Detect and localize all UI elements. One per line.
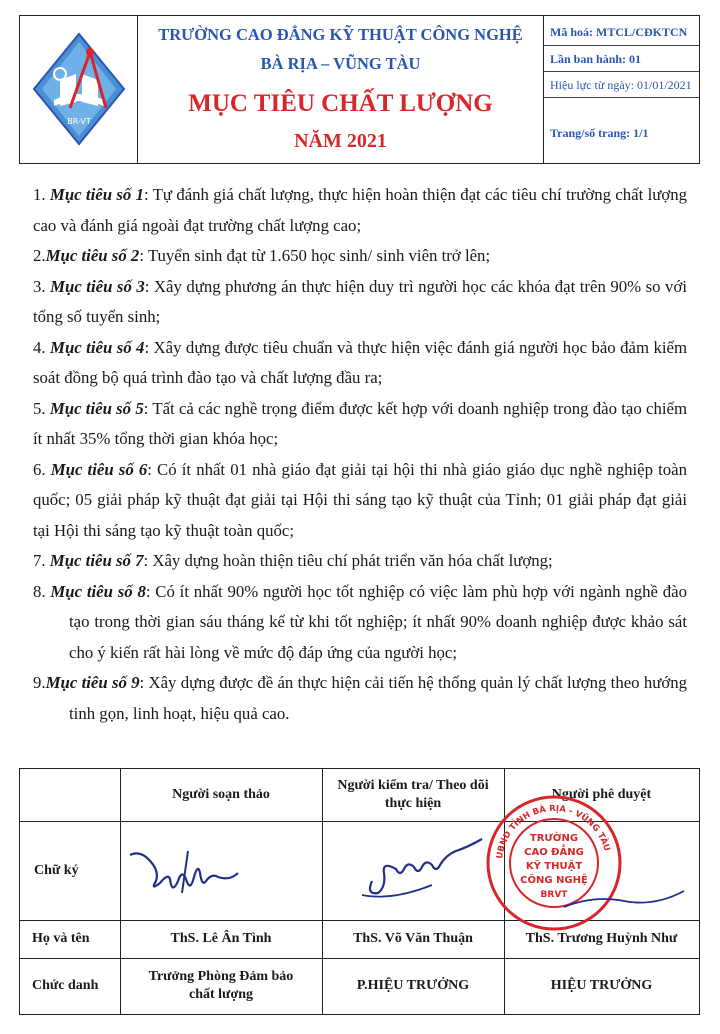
svg-text:CÔNG NGHỆ: CÔNG NGHỆ bbox=[520, 875, 588, 886]
objective-item: 6. Mục tiêu số 6: Có ít nhất 01 nhà giáo đạt giải tại hội thi nhà giáo giáo dục nghề nghiệp toàn quốc; 05 giải pháp kỹ thuật đạt giải tại Hội thi sáng tạo kỹ thuật của Tỉnh; 01 giải pháp đạt giải tại Hội thi sáng tạo kỹ thuật toàn quốc; bbox=[33, 459, 687, 540]
objective-item: 3. Mục tiêu số 3: Xây dựng phương án thực hiện duy trì người học các khóa đạt trên 90% so với tổng số tuyển sinh; bbox=[33, 276, 687, 326]
effective-date: Hiệu lực từ ngày: 01/01/2021 bbox=[544, 72, 699, 98]
objective-item: 4. Mục tiêu số 4: Xây dựng được tiêu chuẩn và thực hiện việc đánh giá người học bảo đảm kiểm soát đồng bộ quá trình đào tạo và chất lượng đầu ra; bbox=[33, 337, 687, 387]
drafter-name: ThS. Lê Ân Tình bbox=[170, 931, 272, 946]
objective-label: Mục tiêu số 6 bbox=[50, 459, 148, 479]
logo-cell bbox=[20, 16, 138, 163]
objectives-list bbox=[33, 180, 687, 729]
objective-item: 1. Mục tiêu số 1: Tự đánh giá chất lượng, thực hiện hoàn thiện đạt các tiêu chí trường chất lượng cao và đánh giá ngoài đạt trường chất lượng cao; bbox=[33, 185, 687, 235]
signature-table bbox=[19, 768, 700, 1015]
header-drafter: Người soạn thảo bbox=[172, 787, 270, 802]
row-label-signature: Chữ ký bbox=[34, 862, 79, 878]
school-name: TRƯỜNG CAO ĐẲNG KỸ THUẬT CÔNG NGHỆ bbox=[158, 25, 523, 44]
objective-label: Mục tiêu số 5 bbox=[49, 398, 144, 418]
signature-approver bbox=[504, 821, 699, 920]
objective-item: 5. Mục tiêu số 5: Tất cả các nghề trọng điểm được kết hợp với doanh nghiệp trong đào tạo chiếm ít nhất 35% tổng thời gian khóa học; bbox=[33, 398, 687, 448]
drafter-title: Trưởng Phòng Đảm bảo chất lượng bbox=[148, 969, 294, 1002]
header-reviewer: Người kiểm tra/ Theo dõi thực hiện bbox=[337, 778, 489, 811]
objective-label: Mục tiêu số 7 bbox=[49, 551, 144, 570]
svg-text:BRVT: BRVT bbox=[540, 890, 568, 900]
objective-item: 2.Mục tiêu số 2: Tuyển sinh đạt từ 1.650 học sinh/ sinh viên trở lên; bbox=[33, 246, 491, 265]
objective-item: 9.Mục tiêu số 9: Xây dựng được đề án thực hiện cải tiến hệ thống quản lý chất lượng theo hướng tinh gọn, linh hoạt, hiệu quả cao. bbox=[33, 673, 687, 723]
document-title: MỤC TIÊU CHẤT LƯỢNG bbox=[188, 90, 493, 117]
approver-title: HIỆU TRƯỞNG bbox=[550, 978, 653, 993]
page-number: Trang/số trang: 1/1 bbox=[550, 126, 649, 140]
school-location: BÀ RỊA – VŨNG TÀU bbox=[260, 54, 421, 73]
svg-text:CAO ĐẲNG: CAO ĐẲNG bbox=[524, 847, 584, 858]
objective-label: Mục tiêu số 2 bbox=[45, 246, 140, 265]
row-label-name: Họ và tên bbox=[32, 931, 90, 946]
document-header bbox=[19, 15, 700, 164]
svg-text:KỸ THUẬT: KỸ THUẬT bbox=[525, 861, 583, 872]
objective-item: 7. Mục tiêu số 7: Xây dựng hoàn thiện tiêu chí phát triển văn hóa chất lượng; bbox=[33, 551, 553, 570]
objective-label: Mục tiêu số 1 bbox=[49, 185, 144, 204]
reviewer-title: P.HIỆU TRƯỞNG bbox=[356, 978, 470, 993]
reviewer-name: ThS. Võ Văn Thuận bbox=[353, 931, 473, 946]
signature-reviewer bbox=[322, 821, 504, 920]
signature-drafter bbox=[120, 821, 322, 920]
objective-label: Mục tiêu số 9 bbox=[45, 673, 140, 692]
objective-label: Mục tiêu số 3 bbox=[50, 276, 145, 296]
issue-number: Lần ban hành: 01 bbox=[544, 46, 699, 72]
logo-caption: BR-VT bbox=[67, 117, 91, 126]
svg-text:TRƯỜNG: TRƯỜNG bbox=[529, 833, 579, 844]
document-code: Mã hoá: MTCL/CĐKTCN bbox=[544, 16, 699, 46]
header-approver: Người phê duyệt bbox=[551, 787, 652, 802]
approver-name: ThS. Trương Huỳnh Như bbox=[525, 931, 678, 946]
school-logo bbox=[20, 16, 138, 162]
objective-label: Mục tiêu số 4 bbox=[50, 337, 145, 357]
svg-text:UBND TỈNH BÀ RỊA - VŨNG TÀU: UBND TỈNH BÀ RỊA - VŨNG TÀU bbox=[495, 803, 612, 860]
row-label-title: Chức danh bbox=[32, 978, 99, 993]
objective-label: Mục tiêu số 8 bbox=[50, 581, 146, 601]
title-cell bbox=[138, 16, 544, 163]
meta-cell bbox=[544, 16, 699, 163]
objective-item: 8. Mục tiêu số 8: Có ít nhất 90% người học tốt nghiệp có việc làm phù hợp với ngành nghề đào tạo trong thời gian sáu tháng kể từ khi tốt nghiệp; ít nhất 90% doanh nghiệp được khảo sát cho ý kiến rất hài lòng về mức độ đáp ứng của người học; bbox=[33, 581, 687, 662]
document-year: NĂM 2021 bbox=[294, 130, 387, 152]
